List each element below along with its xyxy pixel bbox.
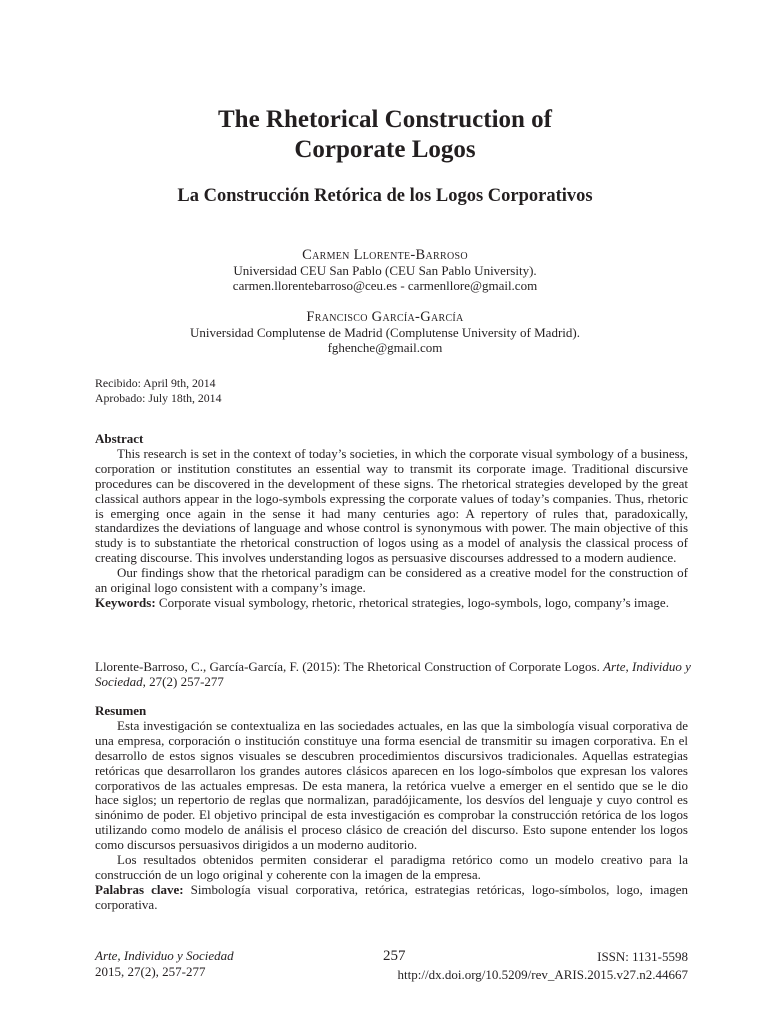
citation-journal: Arte, Individuo y Sociedad [95, 659, 691, 689]
footer-issue: 2015, 27(2), 257-277 [95, 964, 206, 979]
author-2 [0, 310, 770, 355]
keywords-label: Keywords: [95, 594, 156, 610]
footer-journal-name: Arte, Individuo y Sociedad [95, 948, 234, 963]
author-email: fghenche@gmail.com [327, 340, 443, 355]
title-line-2: Corporate Logos [294, 136, 476, 163]
citation [95, 659, 695, 689]
abstract-paragraph-1: This research is set in the context of today’s societies, in which the corporate visual symbology of a business, corporation or institution constitutes an essential way to transmit its corporate image. Traditional discursive procedures can be discovered in the development of these signs. The rhetorical strategies developed by the great classical authors appear in the logo-symbols expressing the corporate values of today’s companies. Thus, rhetoric is emerging once again in the sense it had many centuries ago: A repertory of rules that, paradoxically, standardizes the deviations of language and whose control is synonymous with power. The main objective of this study is to substantiate the rhetorical construction of logos using as a model of analysis the classical process of creating discourse. This involves understanding logos as persuasive discourses addressed to a modern audience. [95, 445, 688, 566]
author-affiliation: Universidad Complutense de Madrid (Complutense University of Madrid). [190, 325, 580, 340]
abstract-heading: Abstract [95, 431, 144, 446]
keywords-text: Corporate visual symbology, rhetoric, rhetorical strategies, logo-symbols, logo, company’s image. [158, 594, 669, 610]
title-line-1: The Rhetorical Construction of [218, 106, 552, 133]
abstract-paragraph-2: Our findings show that the rhetorical paradigm can be considered as a creative model for the construction of an original logo consistent with a company’s image. [95, 565, 688, 596]
footer-identifiers [398, 948, 688, 984]
spanish-title: La Construcción Retórica de los Logos Corporativos [177, 186, 593, 206]
received-date: Recibido: April 9th, 2014 [95, 376, 216, 390]
approved-date: Aprobado: July 18th, 2014 [95, 391, 222, 405]
footer-journal-info [95, 948, 234, 980]
palabras-clave-label: Palabras clave: [95, 881, 184, 897]
resumen-paragraph-2: Los resultados obtenidos permiten considerar el paradigma retórico como un modelo creativo para la construcción de un logo original y coherente con la imagen de la empresa. [95, 852, 688, 882]
citation-volume: , 27(2) 257-277 [142, 674, 224, 689]
footer-doi-link[interactable]: http://dx.doi.org/10.5209/rev_ARIS.2015.v27.n2.44667 [397, 967, 688, 982]
abstract-section [95, 432, 688, 611]
author-1 [0, 248, 770, 293]
author-name: Carmen Llorente-Barroso [302, 247, 468, 263]
resumen-heading: Resumen [95, 703, 147, 718]
author-email: carmen.llorentebarroso@ceu.es - carmenllore@gmail.com [232, 278, 538, 293]
resumen-section [95, 704, 688, 913]
footer-issn: ISSN: 1131-5598 [597, 949, 688, 964]
author-affiliation: Universidad CEU San Pablo (CEU San Pablo University). [233, 263, 537, 278]
abstract-keywords [95, 596, 688, 611]
resumen-keywords [95, 883, 688, 913]
submission-dates [95, 376, 221, 406]
page-number: 257 [383, 948, 406, 964]
article-title [0, 105, 770, 165]
resumen-paragraph-1: Esta investigación se contextualiza en las sociedades actuales, en las que la simbología visual corporativa de una empresa, corporación o institución constituye una forma esencial de transmitir su imagen corporativa. En el desarrollo de estos signos visuales se descubren procedimientos discursivos tradicionales. Aquellas estrategias retóricas que desarrollaron los grandes autores clásicos aparecen en los logo-símbolos que expresan los valores corporativos de las actuales empresas. De esta manera, la retórica vuelve a emerger en el sentido que se le dio hace siglos; un repertorio de reglas que normalizan, paradójicamente, los desvíos del lenguaje y cuyo control es sinónimo de poder. El objetivo principal de esta investigación es comprobar la construcción retórica de los logos utilizando como modelo de análisis el proceso clásico de creación del discurso. Esto supone entender los logos como discursos persuasivos dirigidos a un moderno auditorio. [95, 717, 688, 853]
citation-text: Llorente-Barroso, C., García-García, F. (2015): The Rhetorical Construction of Corporate Logos. [95, 659, 600, 674]
author-name: Francisco García-García [306, 309, 464, 325]
palabras-clave-text: Simbología visual corporativa, retórica, estrategias retóricas, logo-símbolos, logo, imagen corporativa. [95, 881, 689, 912]
